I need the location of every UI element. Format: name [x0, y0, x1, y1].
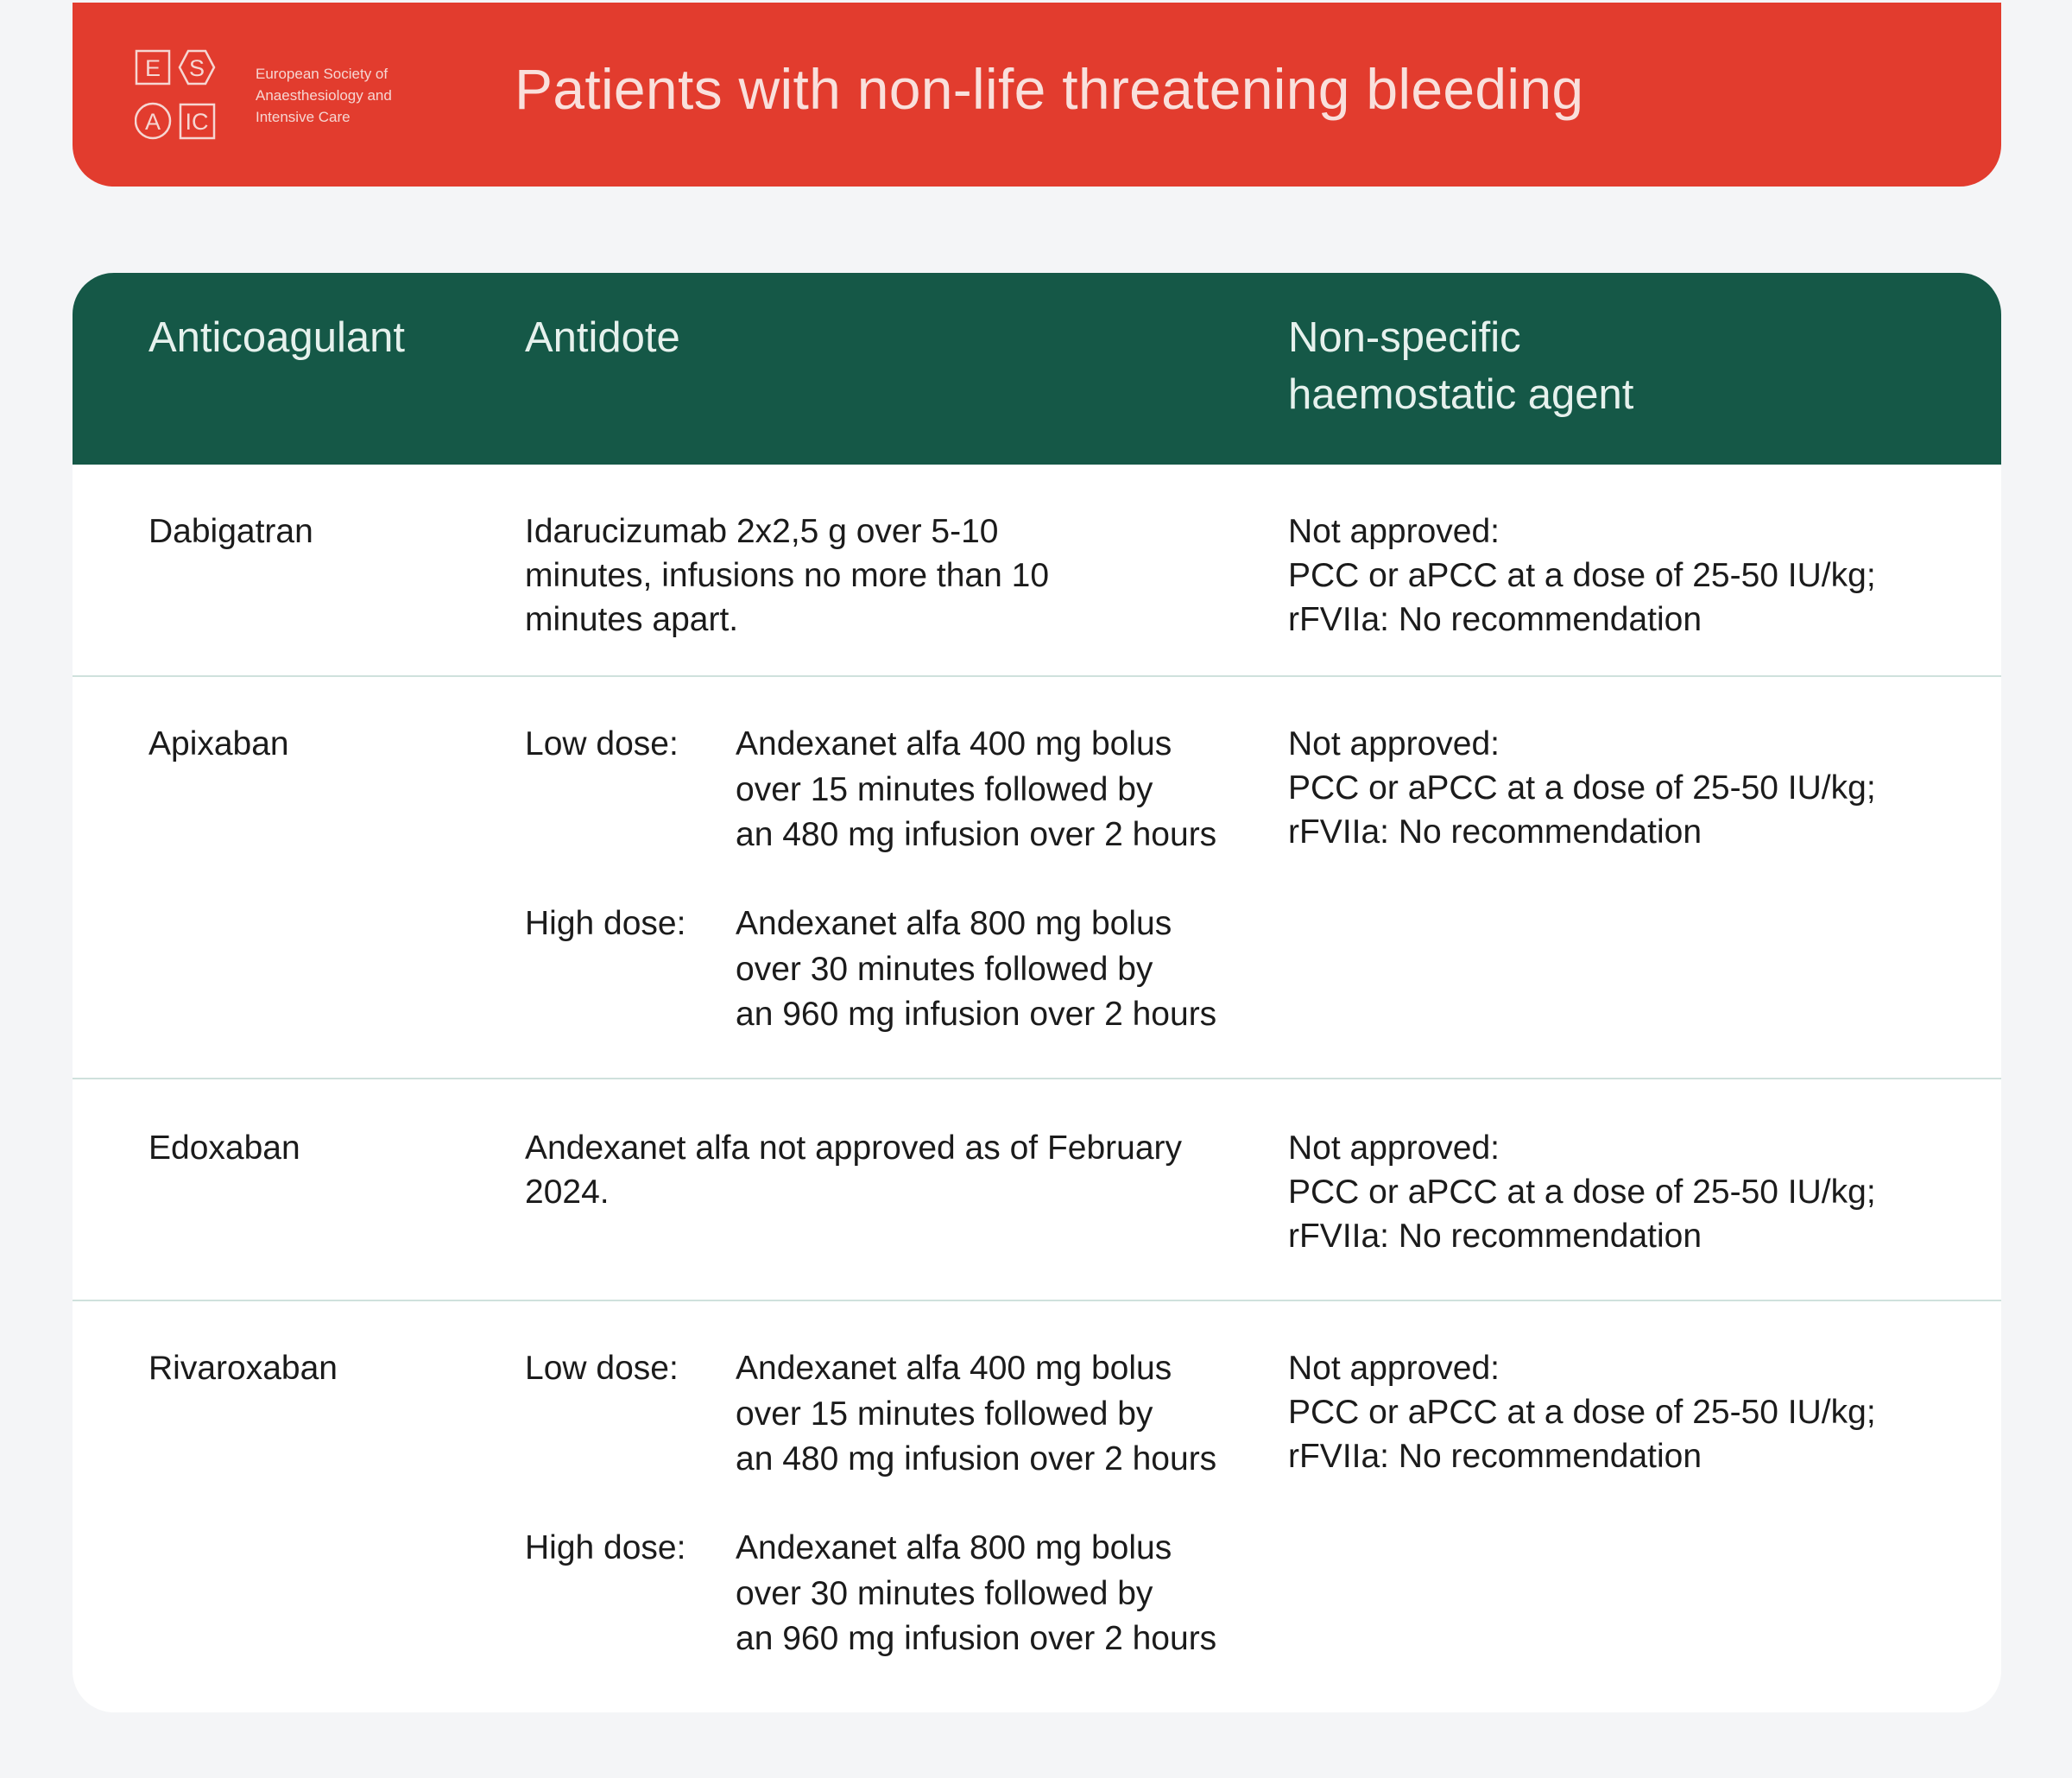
logo-letter-ic: IC: [185, 109, 209, 135]
column-header-haemostatic-agent: [1288, 309, 1633, 423]
table-header: [73, 273, 2001, 465]
high-dose-regimen: [736, 902, 1216, 1038]
text-line: Andexanet alfa not approved as of February: [525, 1129, 1182, 1167]
text-line: rFVIIa: No recommendation: [1288, 1438, 1702, 1475]
logo-text-line: European Society of: [256, 66, 388, 82]
column-header-antidote: Antidote: [525, 314, 680, 361]
column-header-line: Non-specific: [1288, 314, 1521, 361]
text-line: Not approved:: [1288, 513, 1500, 550]
logo-letter-a: A: [144, 109, 161, 135]
text-line: an 480 mg infusion over 2 hours: [736, 816, 1217, 853]
text-line: over 30 minutes followed by: [736, 950, 1153, 988]
text-line: Andexanet alfa 400 mg bolus: [736, 725, 1172, 762]
text-line: 2024.: [525, 1174, 610, 1211]
logo-text-line: Intensive Care: [256, 109, 351, 125]
low-dose-regimen: [736, 1346, 1216, 1483]
table-row: [73, 677, 2001, 1079]
treatment-table: [73, 273, 2001, 1712]
text-line: rFVIIa: No recommendation: [1288, 813, 1702, 851]
anticoagulant-name: Dabigatran: [148, 513, 313, 550]
esaic-logo: [135, 47, 445, 151]
table-row: [73, 1301, 2001, 1712]
column-header-line: haemostatic agent: [1288, 371, 1634, 418]
anticoagulant-name: Edoxaban: [148, 1129, 300, 1167]
column-header-anticoagulant: Anticoagulant: [148, 314, 405, 361]
logo-letter-e: E: [144, 55, 161, 81]
text-line: over 30 minutes followed by: [736, 1574, 1153, 1612]
text-line: an 480 mg infusion over 2 hours: [736, 1440, 1217, 1477]
low-dose-regimen: [736, 722, 1216, 858]
text-line: over 15 minutes followed by: [736, 770, 1153, 808]
text-line: an 960 mg infusion over 2 hours: [736, 996, 1217, 1033]
logo-wordmark: [256, 63, 392, 128]
text-line: rFVIIa: No recommendation: [1288, 1218, 1702, 1255]
text-line: Not approved:: [1288, 725, 1500, 762]
haemostatic-agent-text: [1288, 1346, 1876, 1478]
low-dose-label: Low dose:: [525, 1350, 679, 1387]
anticoagulant-name: Apixaban: [148, 725, 289, 762]
anticoagulant-name: Rivaroxaban: [148, 1350, 338, 1387]
text-line: PCC or aPCC at a dose of 25-50 IU/kg;: [1288, 1394, 1876, 1431]
low-dose-label: Low dose:: [525, 725, 679, 762]
text-line: minutes, infusions no more than 10: [525, 557, 1050, 594]
text-line: rFVIIa: No recommendation: [1288, 601, 1702, 638]
text-line: PCC or aPCC at a dose of 25-50 IU/kg;: [1288, 1174, 1876, 1211]
esaic-logo-mark: [135, 47, 243, 147]
text-line: PCC or aPCC at a dose of 25-50 IU/kg;: [1288, 557, 1876, 594]
text-line: Andexanet alfa 400 mg bolus: [736, 1350, 1172, 1387]
high-dose-label: High dose:: [525, 905, 686, 942]
text-line: over 15 minutes followed by: [736, 1395, 1153, 1433]
text-line: Andexanet alfa 800 mg bolus: [736, 905, 1172, 942]
text-line: Not approved:: [1288, 1350, 1500, 1387]
text-line: Andexanet alfa 800 mg bolus: [736, 1529, 1172, 1566]
high-dose-label: High dose:: [525, 1529, 686, 1566]
table-row: [73, 465, 2001, 680]
page-header: [73, 3, 2001, 187]
haemostatic-agent-text: [1288, 509, 1876, 642]
page-title: Patients with non-life threatening bleeding: [515, 57, 1584, 121]
logo-letter-s: S: [188, 55, 205, 81]
text-line: Idarucizumab 2x2,5 g over 5-10: [525, 513, 999, 550]
antidote-text: [525, 509, 1049, 642]
haemostatic-agent-text: [1288, 722, 1876, 854]
text-line: an 960 mg infusion over 2 hours: [736, 1620, 1217, 1657]
high-dose-regimen: [736, 1526, 1216, 1662]
text-line: minutes apart.: [525, 601, 739, 638]
text-line: Not approved:: [1288, 1129, 1500, 1167]
logo-text-line: Anaesthesiology and: [256, 87, 392, 104]
antidote-text: [525, 1126, 1182, 1214]
text-line: PCC or aPCC at a dose of 25-50 IU/kg;: [1288, 769, 1876, 807]
haemostatic-agent-text: [1288, 1126, 1876, 1258]
table-row: [73, 1079, 2001, 1299]
